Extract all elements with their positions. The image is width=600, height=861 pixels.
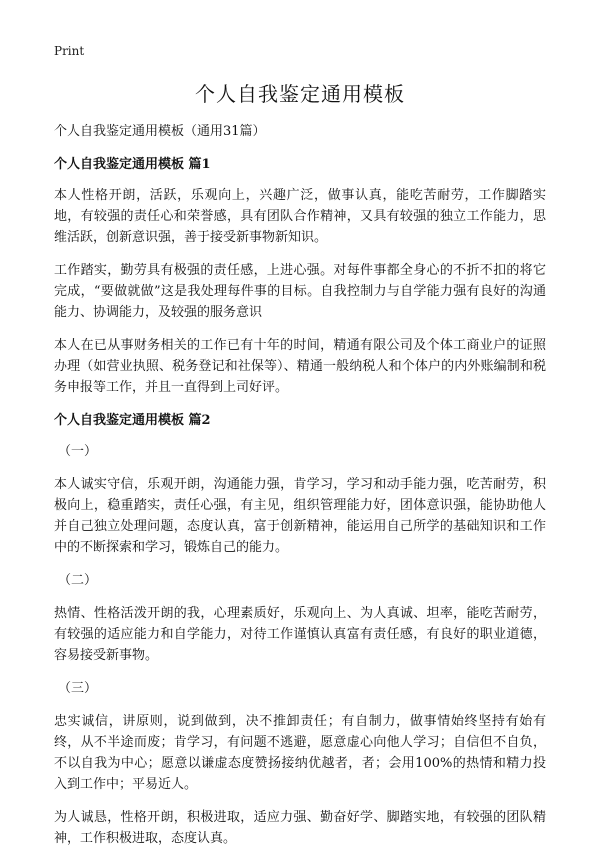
paragraph: 本人在已从事财务相关的工作已有十年的时间，精通有限公司及个体工商业户的证照办理（如营业执照、税务登记和社保等）、精通一般纳税人和个体户的内外账编制和税务申报等工作，并且一直得到上司好评。 [54,338,546,395]
part-marker: （三） [58,681,98,696]
section-heading-2: 个人自我鉴定通用模板 篇2 [54,413,211,428]
page-title: 个人自我鉴定通用模板 [195,82,405,106]
document-subtitle: 个人自我鉴定通用模板（通用31篇） [54,124,266,139]
print-link[interactable]: Print [54,44,85,58]
paragraph: 热情、性格活泼开朗的我，心理素质好，乐观向上、为人真诚、坦率，能吃苦耐劳，有较强的适应能力和自学能力，对待工作谨慎认真富有责任感，有良好的职业道德，容易接受新事物。 [54,606,546,663]
paragraph: 本人诚实守信，乐观开朗，沟通能力强，肯学习，学习和动手能力强，吃苦耐劳，积极向上，稳重踏实，责任心强，有主见，组织管理能力好，团体意识强，能协助他人并自己独立处理问题，态度认真，富于创新精神，能运用自己所学的基础知识和工作中的不断探索和学习，锻炼自己的能力。 [54,477,546,555]
part-marker: （一） [58,444,98,459]
paragraph: 忠实诚信，讲原则，说到做到，决不推卸责任；有自制力，做事情始终坚持有始有终，从不半途而废；肯学习，有问题不逃避，愿意虚心向他人学习；自信但不自负，不以自我为中心；愿意以谦虚态度赞扬接纳优越者，者；会用100%的热情和精力投入到工作中；平易近人。 [54,714,546,792]
part-marker: （二） [58,573,98,588]
paragraph: 为人诚恳，性格开朗，积极进取，适应力强、勤奋好学、脚踏实地，有较强的团队精神，工作积极进取，态度认真。 [54,810,546,846]
paragraph: 工作踏实，勤劳具有极强的责任感，上进心强。对每件事都全身心的不折不扣的将它完成，“要做就做”这是我处理每件事的目标。自我控制力与自学能力强有良好的沟通能力、协调能力，及较强的服务意识 [54,263,546,320]
document-body [54,121,546,861]
section-heading-1: 个人自我鉴定通用模板 篇1 [54,157,211,172]
paragraph: 本人性格开朗，活跃，乐观向上，兴趣广泛，做事认真，能吃苦耐劳，工作脚踏实地，有较强的责任心和荣誉感，具有团队合作精神，又具有较强的独立工作能力，思维活跃，创新意识强，善于接受新事物新知识。 [54,188,546,245]
